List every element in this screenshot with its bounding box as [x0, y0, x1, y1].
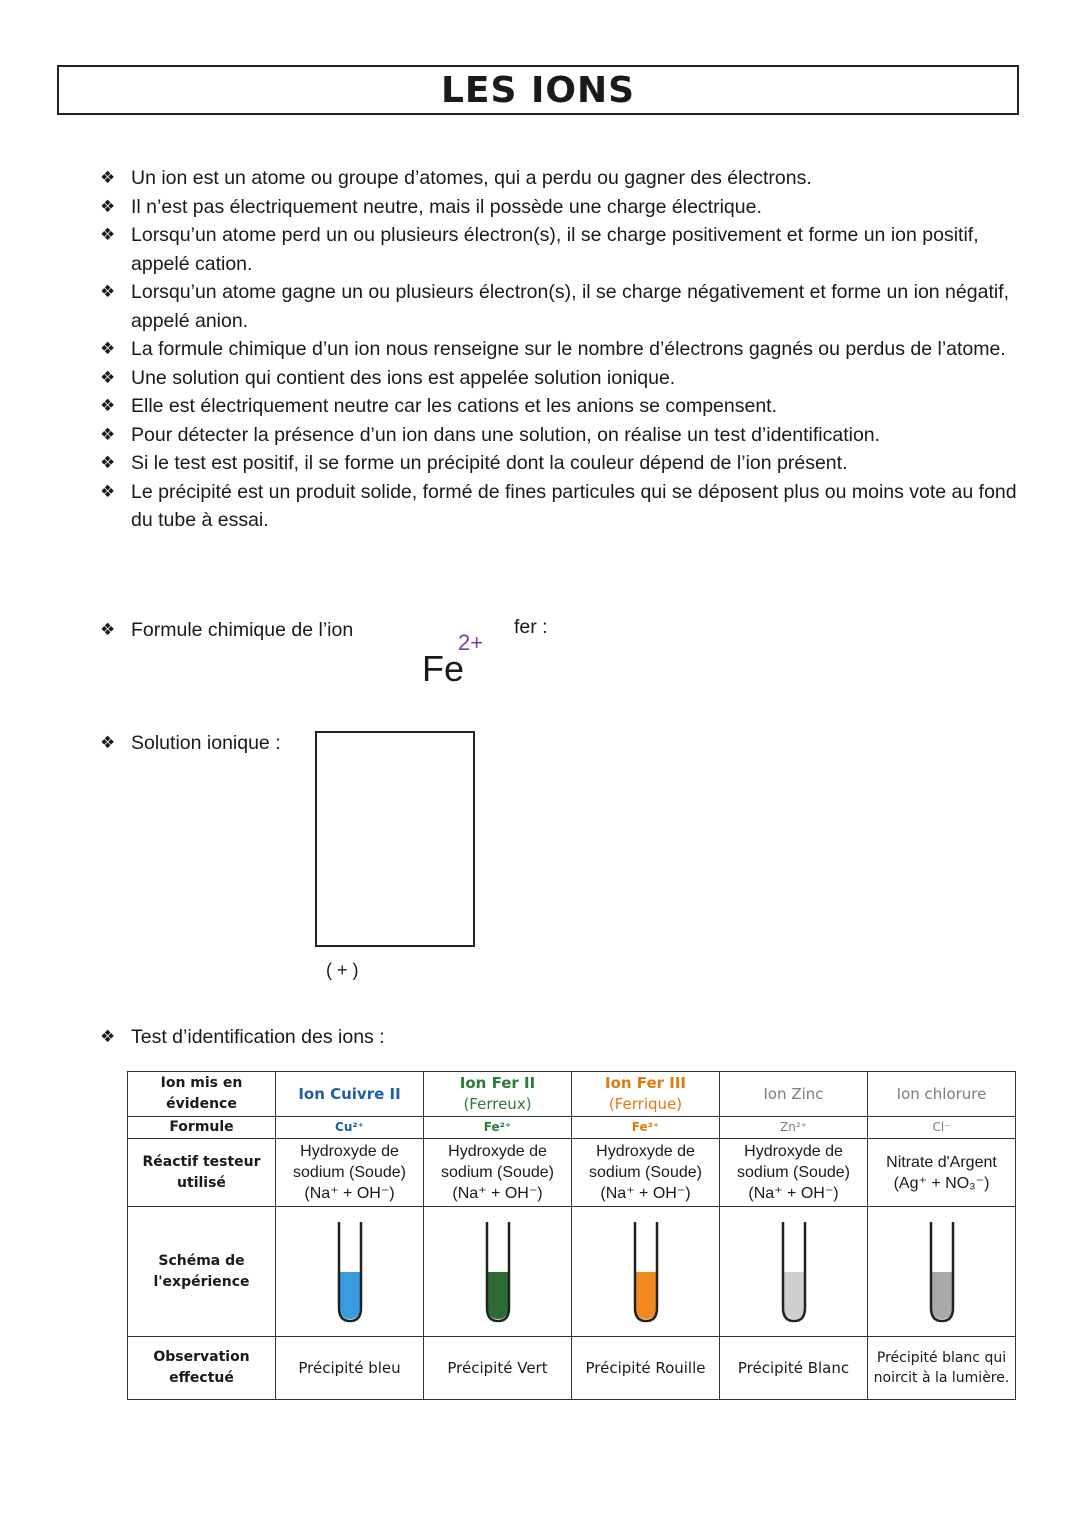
test-tube-cell	[276, 1207, 424, 1337]
ion-name-cell: Ion Fer III (Ferrique)	[572, 1072, 720, 1117]
test-label: ❖ Test d’identification des ions :	[100, 1023, 385, 1051]
bullet-item: ❖ Pour détecter la présence d’un ion dans une solution, on réalise un test d’identification.	[100, 421, 1020, 450]
ion-name-cell: Ion chlorure	[868, 1072, 1016, 1117]
reagent-cell: Nitrate d'Argent (Ag⁺ + NO₃⁻)	[868, 1139, 1016, 1207]
solution-label: ❖ Solution ionique :	[100, 729, 281, 757]
formula-cell: Cl⁻	[868, 1117, 1016, 1139]
row-header-reactif: Réactif testeur utilisé	[128, 1139, 276, 1207]
table-row	[128, 1207, 1016, 1337]
test-tube-icon	[779, 1220, 809, 1324]
observation-cell: Précipité Vert	[424, 1337, 572, 1400]
precipitate	[636, 1272, 656, 1319]
table-row	[128, 1072, 1016, 1117]
reagent-cell: Hydroxyde de sodium (Soude) (Na⁺ + OH⁻)	[720, 1139, 868, 1207]
precipitate	[340, 1272, 360, 1319]
solution-drawing-box	[315, 731, 475, 947]
page-title: LES IONS	[440, 70, 636, 111]
precipitate	[932, 1272, 952, 1319]
ion-test-table	[127, 1071, 1016, 1400]
test-tube-cell	[572, 1207, 720, 1337]
observation-cell: Précipité Rouille	[572, 1337, 720, 1400]
test-tube-icon	[631, 1220, 661, 1324]
ion-charge: 2+	[458, 630, 484, 655]
formula-suffix: fer :	[514, 616, 548, 638]
bullet-item: ❖ Si le test est positif, il se forme un précipité dont la couleur dépend de l’ion présent.	[100, 449, 1020, 478]
bullet-item: ❖ Lorsqu’un atome perd un ou plusieurs électron(s), il se charge positivement et forme un ion positif, appelé cation.	[100, 221, 1020, 278]
observation-cell: Précipité bleu	[276, 1337, 424, 1400]
bullet-item: ❖ La formule chimique d’un ion nous renseigne sur le nombre d’électrons gagnés ou perdus de l’atome.	[100, 335, 1020, 364]
row-header-schema: Schéma de l'expérience	[128, 1207, 276, 1337]
table-row	[128, 1139, 1016, 1207]
ion-symbol: Fe	[422, 648, 465, 689]
formula-cell: Fe³⁺	[572, 1117, 720, 1139]
row-header-formule: Formule	[128, 1117, 276, 1139]
reagent-cell: Hydroxyde de sodium (Soude) (Na⁺ + OH⁻)	[276, 1139, 424, 1207]
test-tube-cell	[868, 1207, 1016, 1337]
title-box	[57, 65, 1019, 115]
precipitate	[784, 1272, 804, 1319]
table-row	[128, 1117, 1016, 1139]
ion-name-cell: Ion Zinc	[720, 1072, 868, 1117]
test-tube-cell	[720, 1207, 868, 1337]
precipitate	[488, 1272, 508, 1319]
observation-cell: Précipité blanc qui noircit à la lumière.	[868, 1337, 1016, 1400]
bullet-item: ❖ Le précipité est un produit solide, formé de fines particules qui se déposent plus ou moins vote au fond du tube à essai.	[100, 478, 1020, 535]
bullet-item: ❖ Lorsqu’un atome gagne un ou plusieurs électron(s), il se charge négativement et forme un ion négatif, appelé anion.	[100, 278, 1020, 335]
formula-cell: Cu²⁺	[276, 1117, 424, 1139]
bullet-list	[100, 164, 1020, 535]
row-header-ion: Ion mis en évidence	[128, 1072, 276, 1117]
test-tube-icon	[483, 1220, 513, 1324]
formula-cell: Fe²⁺	[424, 1117, 572, 1139]
reagent-cell: Hydroxyde de sodium (Soude) (Na⁺ + OH⁻)	[424, 1139, 572, 1207]
bullet-item: ❖ Un ion est un atome ou groupe d’atomes, qui a perdu ou gagner des électrons.	[100, 164, 1020, 193]
observation-cell: Précipité Blanc	[720, 1337, 868, 1400]
test-tube-icon	[335, 1220, 365, 1324]
bullet-item: ❖ Il n’est pas électriquement neutre, mais il possède une charge électrique.	[100, 193, 1020, 222]
formula-label: ❖ Formule chimique de l’ion	[100, 616, 353, 644]
formula-cell: Zn²⁺	[720, 1117, 868, 1139]
table-row	[128, 1337, 1016, 1400]
row-header-observation: Observation effectué	[128, 1337, 276, 1400]
bullet-item: ❖ Une solution qui contient des ions est appelée solution ionique.	[100, 364, 1020, 393]
reagent-cell: Hydroxyde de sodium (Soude) (Na⁺ + OH⁻)	[572, 1139, 720, 1207]
ion-name-cell: Ion Fer II (Ferreux)	[424, 1072, 572, 1117]
ion-name-cell: Ion Cuivre II	[276, 1072, 424, 1117]
plus-label: ( + )	[326, 960, 359, 980]
test-tube-icon	[927, 1220, 957, 1324]
test-tube-cell	[424, 1207, 572, 1337]
bullet-item: ❖ Elle est électriquement neutre car les cations et les anions se compensent.	[100, 392, 1020, 421]
